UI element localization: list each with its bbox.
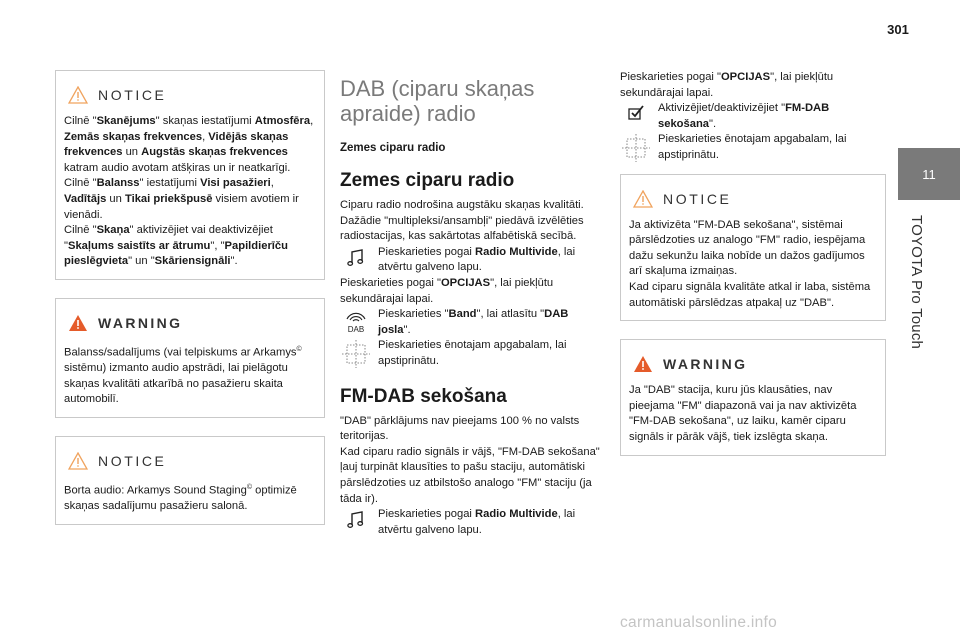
- page-title: DAB (ciparu skaņas apraide) radio: [340, 76, 535, 126]
- notice-title: NOTICE: [98, 87, 167, 103]
- step-options-text: Pieskarieties pogai "OPCIJAS", lai piekļūtu sekundārajai lapai.: [620, 71, 834, 99]
- watermark: carmanualsonline.info: [620, 614, 778, 631]
- paragraph: Ciparu radio nodrošina augstāku skaņas kvalitāti.: [340, 199, 584, 211]
- section-title-terrestrial: Zemes ciparu radio: [340, 170, 515, 191]
- chapter-title: TOYOTA Pro Touch: [908, 215, 925, 350]
- step-text: Pieskarieties ēnotajam apgabalam, lai apstiprinātu.: [658, 133, 847, 161]
- paragraph: "DAB" pārklājums nav pieejams 100 % no valsts teritorijas.: [340, 414, 580, 443]
- notice-box-fm-dab: [620, 174, 886, 322]
- notice-header: [68, 78, 316, 112]
- notice-header: [68, 444, 316, 478]
- column-left: [55, 70, 325, 543]
- page-number: 301: [887, 22, 909, 37]
- step-open-radio: [340, 245, 602, 276]
- warning-box-balance: [55, 298, 325, 418]
- shaded-area-grid-icon[interactable]: [342, 340, 370, 368]
- dab-signal-icon[interactable]: [343, 309, 369, 335]
- column-middle: [340, 70, 602, 538]
- step-options-text: Pieskarieties pogai "OPCIJAS", lai piekļūtu sekundārajai lapai.: [340, 276, 554, 305]
- notice-text: [629, 218, 877, 312]
- step-toggle-fm-dab: [620, 101, 886, 132]
- column-right: [620, 70, 886, 474]
- checkbox-icon[interactable]: [627, 103, 645, 121]
- paragraph: Dažādie "multipleksi/ansambļi" piedāvā izvēlēties radiostacijas, kas sakārtotas alfabētiskā secībā.: [340, 214, 584, 243]
- notice-triangle-icon: [68, 452, 88, 470]
- warning-text: [629, 383, 877, 445]
- paragraph: Kad ciparu radio signāls ir vājš, "FM-DAB sekošana" ļauj turpināt klausīties to pašu staciju, automātiski pārslēdzoties uz atbilstošo analogo "FM" staciju (ja tāda ir).: [340, 445, 600, 505]
- warning-triangle-icon: [68, 314, 88, 332]
- step-open-radio: [340, 507, 602, 538]
- notice-box-arkamys: [55, 436, 325, 525]
- shaded-area-grid-icon[interactable]: [622, 134, 650, 162]
- step-band: [340, 307, 602, 338]
- text-line: Kad ciparu signāla kvalitāte atkal ir laba, sistēma automātiski pārslēdzas atpakaļ uz "DAB".: [629, 280, 871, 309]
- step-text: Pieskarieties pogai Radio Multivide, lai atvērtu galveno lapu.: [378, 508, 576, 536]
- music-note-icon[interactable]: [345, 247, 367, 269]
- notice-title: NOTICE: [663, 190, 732, 207]
- warning-title: WARNING: [663, 356, 748, 373]
- section-title-fm-dab: FM-DAB sekošana: [340, 385, 507, 407]
- chapter-tab[interactable]: [898, 148, 960, 200]
- text-line: Borta audio: Arkamys Sound Staging© optimizē skaņas sadalījumu pasažieru salonā.: [64, 484, 297, 513]
- text-line: Cilnē "Skanējums" skaņas iestatījumi Atmosfēra, Zemās skaņas frekvences, Vidējās skaņas frekvences un Augstās skaņas frekvences katram audio avotam atšķiras un ir neatkarīgi.: [64, 115, 314, 174]
- warning-title: WARNING: [98, 314, 183, 331]
- text-line: Ja "DAB" stacija, kuru jūs klausāties, nav pieejama "FM" diapazonā vai ja nav aktivizēta "FM-DAB sekošana", uz laiku, kamēr ciparu signāls ir pārāk vājš, tiek izslēgta skaņa.: [629, 384, 857, 443]
- step-confirm: [340, 338, 602, 369]
- warning-triangle-icon: [633, 355, 653, 373]
- text-line: Ja aktivizēta "FM-DAB sekošana", sistēmai pārslēdzoties uz analogo "FM" radio, iespējama dažu sekunžu laika nobīde un dažos gadījumos arī skaļuma izmaiņas.: [629, 218, 866, 278]
- warning-text: [64, 342, 316, 408]
- step-text: Pieskarieties pogai Radio Multivide, lai atvērtu galveno lapu.: [378, 245, 576, 274]
- text-line: Balanss/sadalījums (vai telpiskums ar Arkamys© sistēmu) izmanto audio apstrādi, lai pielāgotu skaņas kvalitāti atkarībā no pasažieru skaita automobilī.: [64, 345, 302, 406]
- step-confirm: [620, 132, 886, 163]
- notice-triangle-icon: [633, 190, 653, 208]
- dab-icon-label: DAB: [347, 325, 365, 335]
- notice-text: [64, 480, 316, 515]
- text-line: Cilnē "Balanss" iestatījumi Visi pasažieri, Vadītājs un Tikai priekšpusē visiem avotiem ir vienādi.: [64, 177, 299, 221]
- step-text: Pieskarieties ēnotajam apgabalam, lai apstiprinātu.: [378, 339, 567, 367]
- text-line: Cilnē "Skaņa" aktivizējiet vai deaktivizējiet "Skaļums saistīts ar ātrumu", "Papildierīču pieslēgvieta" un "Skāriensignāli".: [64, 224, 288, 268]
- step-text: Pieskarieties "Band", lai atlasītu "DAB josla".: [378, 308, 569, 336]
- music-note-icon[interactable]: [345, 509, 367, 531]
- subheading: Zemes ciparu radio: [340, 142, 446, 154]
- warning-header: [68, 306, 316, 340]
- warning-box-dab: [620, 339, 886, 455]
- chapter-number: 11: [922, 166, 936, 182]
- step-text: Aktivizējiet/deaktivizējiet "FM-DAB sekošana".: [658, 102, 830, 130]
- notice-text: [64, 114, 316, 270]
- notice-header: [633, 182, 877, 216]
- notice-box-sound: [55, 70, 325, 280]
- notice-title: NOTICE: [98, 453, 167, 470]
- notice-triangle-icon: [68, 86, 88, 104]
- warning-header: [633, 347, 877, 381]
